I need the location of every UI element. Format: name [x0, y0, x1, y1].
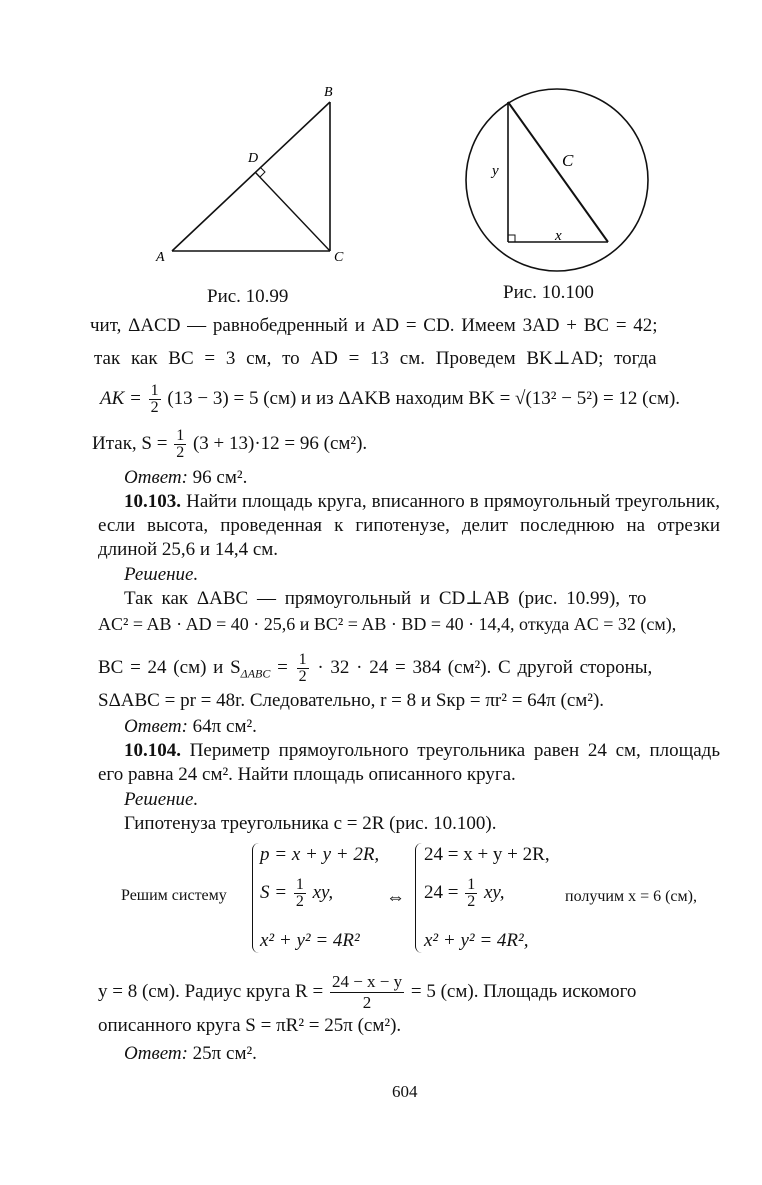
answer-label: Ответ:: [124, 716, 188, 737]
system-left-3: x² + y² = 4R²: [260, 930, 360, 951]
frac-den: 2: [298, 668, 307, 685]
itak-label: Итак, S =: [92, 432, 168, 454]
label-A: A: [156, 250, 165, 265]
solution-line-4: SΔABC = pr = 48r. Следовательно, r = 8 и Sкр = πr² = 64π (см²).: [98, 690, 605, 711]
problem-text: Периметр прямоугольного треугольника равен 24 см, площадь его равна 24 см². Найти площадь описанного круга.: [98, 740, 720, 785]
caption-fig-10-100: Рис. 10.100: [503, 282, 594, 303]
frac-den: 2: [150, 399, 159, 416]
xy: xy,: [483, 881, 505, 903]
text-line-4: [92, 428, 367, 461]
text-line-2: так как BC = 3 см, то AD = 13 см. Проведем BK⊥AD; тогда: [94, 348, 657, 369]
frac-num: 1: [150, 382, 159, 399]
label-y: y: [492, 163, 499, 179]
system-result: получим x = 6 (см),: [565, 888, 697, 905]
left-brace: [252, 843, 259, 953]
answer-value: 96 см².: [192, 467, 248, 488]
label-C-center: C: [562, 151, 574, 170]
ak-rest: (13 − 3) = 5 (см) и из ΔAKB находим BK = √(13² − 5²) = 12 (см).: [167, 387, 681, 409]
fraction-half-3: [297, 652, 309, 685]
radius-text: y = 8 (см). Радиус круга R =: [98, 980, 324, 1002]
solution-label-2: Решение.: [124, 789, 199, 810]
frac-num: 1: [467, 876, 476, 893]
solution-label-1: Решение.: [124, 564, 199, 585]
answer-label: Ответ:: [124, 1043, 188, 1064]
frac-den: 2: [467, 893, 476, 910]
answer-3: [124, 1042, 257, 1066]
radius-line: [98, 972, 636, 1013]
system-label: Решим систему: [121, 887, 227, 904]
fraction-half: [149, 383, 161, 416]
hypotenuse-line: Гипотенуза треугольника c = 2R (рис. 10.100).: [124, 813, 497, 834]
answer-label: Ответ:: [124, 467, 188, 488]
fraction-half-5: [465, 877, 477, 910]
figure-10-99: [150, 80, 360, 270]
system-right-1: 24 = x + y + 2R,: [424, 844, 550, 865]
bc-text: BC = 24 (см) и S: [98, 656, 241, 678]
equivalence-symbol: ⇔: [386, 887, 405, 908]
eq-sign: =: [277, 656, 288, 678]
frac-num: 24 − x − y: [331, 972, 403, 991]
problem-text: Найти площадь круга, вписанного в прямоугольный треугольник, если высота, проведенная к гипотенузе, делит последнюю на отрезки длиной 25,6 и 14,4 см.: [98, 491, 720, 560]
problem-number: 10.104.: [124, 740, 181, 761]
text-line-1: чит, ΔACD — равнобедренный и AD = CD. Имеем 3AD + BC = 42;: [90, 315, 658, 336]
problem-10-103: [98, 490, 720, 562]
ak-label: AK =: [100, 387, 142, 409]
itak-rest: (3 + 13)·12 = 96 (см²).: [192, 432, 368, 454]
radius-fraction: [330, 972, 404, 1013]
24-eq: 24 =: [424, 881, 459, 903]
text-line-3: [100, 383, 680, 416]
solution-line-1: Так как ΔABC — прямоугольный и CD⊥AB (рис. 10.99), то: [124, 588, 647, 609]
area-rest: · 32 · 24 = 384 (см²). С другой стороны,: [317, 656, 653, 678]
label-D: D: [248, 151, 259, 166]
system-left-1: p = x + y + 2R,: [260, 844, 380, 865]
frac-den: 2: [176, 444, 185, 461]
answer-2: [124, 715, 257, 739]
frac-num: 1: [298, 651, 307, 668]
solution-line-2: AC² = AB · AD = 40 · 25,6 и BC² = AB · BD = 40 · 14,4, откуда AC = 32 (см),: [98, 614, 677, 634]
system-right-2: [424, 877, 505, 910]
caption-fig-10-99: Рис. 10.99: [207, 286, 289, 307]
xy: xy,: [312, 881, 334, 903]
radius-rest: = 5 (см). Площадь искомого: [410, 980, 637, 1002]
fraction-half-4: [294, 877, 306, 910]
fraction-half-2: [174, 428, 186, 461]
answer-value: 25π см².: [192, 1043, 257, 1064]
frac-den: 2: [362, 993, 372, 1012]
frac-num: 1: [176, 427, 185, 444]
area-line: описанного круга S = πR² = 25π (см²).: [98, 1015, 402, 1036]
area-subscript: ΔABC: [240, 666, 271, 681]
label-B: B: [324, 85, 333, 100]
right-brace: [415, 843, 422, 953]
frac-num: 1: [295, 876, 304, 893]
answer-1: [124, 466, 247, 490]
system-left-2: [260, 877, 333, 910]
figure-10-100: [462, 80, 652, 280]
problem-10-104: [98, 739, 720, 787]
label-C: C: [334, 250, 344, 265]
answer-value: 64π см².: [192, 716, 257, 737]
system-right-3: x² + y² = 4R²,: [424, 930, 529, 951]
s-eq: S =: [260, 881, 288, 903]
label-x: x: [555, 228, 562, 244]
frac-den: 2: [295, 893, 304, 910]
solution-line-3: [98, 652, 652, 686]
page-number: 604: [392, 1082, 418, 1101]
problem-number: 10.103.: [124, 491, 181, 512]
